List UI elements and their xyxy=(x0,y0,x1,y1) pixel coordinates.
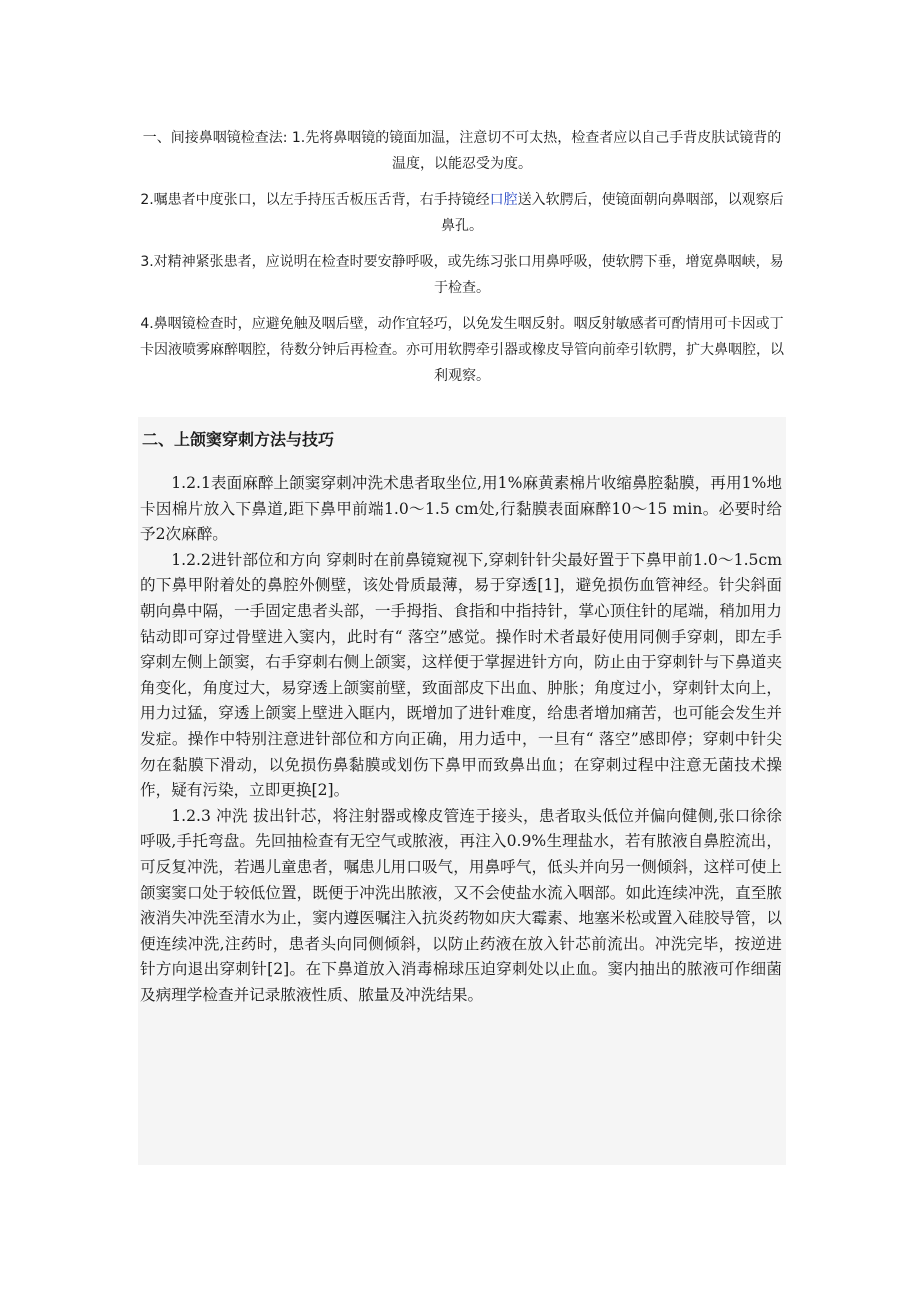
item-2-text-a: 2.嘱患者中度张口，以左手持压舌板压舌背，右手持镜经 xyxy=(140,192,490,208)
section-title: 二、上颌窦穿刺方法与技巧 xyxy=(142,430,335,449)
item-1: 一、间接鼻咽镜检查法: 1.先将鼻咽镜的镜面加温，注意切不可太热，检查者应以自己手背皮肤试镜背的温度，以能忍受为度。 xyxy=(142,130,782,172)
item-2 xyxy=(138,187,786,239)
section-nasopharyngoscopy xyxy=(138,125,786,399)
section-body xyxy=(138,471,786,1008)
item-3: 3.对精神紧张患者，应说明在检查时要安静呼吸，或先练习张口用鼻呼吸，使软腭下垂，增宽鼻咽峡，易于检查。 xyxy=(140,254,784,296)
item-4: 4.鼻咽镜检查时，应避免触及咽后壁，动作宜轻巧，以免发生咽反射。咽反射敏感者可酌情用可卡因或丁卡因液喷雾麻醉咽腔，待数分钟后再检查。亦可用软腭牵引器或橡皮导管向前牵引软腭，扩大鼻咽腔，以利观察。 xyxy=(140,316,784,384)
paragraph-needle-position: 1.2.2进针部位和方向 穿刺时在前鼻镜窥视下,穿刺针针尖最好置于下鼻甲前1.0～1.5cm的下鼻甲附着处的鼻腔外侧壁，该处骨质最薄，易于穿透[1]，避免损伤血管神经。针尖斜面朝向鼻中隔，一手固定患者头部，一手拇指、食指和中指持针，掌心顶住针的尾端，稍加用力钻动即可穿过骨壁进入窦内，此时有“ 落空”感觉。操作时术者最好使用同侧手穿刺，即左手穿刺左侧上颌窦，右手穿刺右侧上颌窦，这样便于掌握进针方向，防止由于穿刺针与下鼻道夹角变化，角度过大，易穿透上颌窦前壁，致面部皮下出血、肿胀；角度过小，穿刺针太向上，用力过猛，穿透上颌窦上壁进入眶内，既增加了进针难度，给患者增加痛苦，也可能会发生并发症。操作中特别注意进针部位和方向正确，用力适中，一旦有“ 落空”感即停；穿刺中针尖勿在黏膜下滑动，以免损伤鼻黏膜或划伤下鼻甲而致鼻出血；在穿刺过程中注意无菌技术操作，疑有污染，立即更换[2]。 xyxy=(140,550,782,800)
paragraph-irrigation: 1.2.3 冲洗 拔出针芯，将注射器或橡皮管连于接头，患者取头低位并偏向健侧,张口徐徐呼吸,手托弯盘。先回抽检查有无空气或脓液，再注入0.9%生理盐水，若有脓液自鼻腔流出，可反复冲洗，若遇儿童患者，嘱患儿用口吸气，用鼻呼气，低头并向另一侧倾斜，这样可使上颌窦窦口处于较低位置，既便于冲洗出脓液，又不会使盐水流入咽部。如此连续冲洗，直至脓液消失冲洗至清水为止，窦内遵医嘱注入抗炎药物如庆大霉素、地塞米松或置入硅胶导管，以便连续冲洗,注药时，患者头向同侧倾斜，以防止药液在放入针芯前流出。冲洗完毕，按逆进针方向退出穿刺针[2]。在下鼻道放入消毒棉球压迫穿刺处以止血。窦内抽出的脓液可作细菌及病理学检查并记录脓液性质、脓量及冲洗结果。 xyxy=(140,806,782,1004)
section-maxillary-sinus-puncture xyxy=(138,417,786,1165)
oral-cavity-link[interactable]: 口腔 xyxy=(489,192,518,208)
paragraph-anesthesia: 1.2.1表面麻醉上颌窦穿刺冲洗术患者取坐位,用1%麻黄素棉片收缩鼻腔黏膜，再用1%地卡因棉片放入下鼻道,距下鼻甲前端1.0～1.5 cm处,行黏膜表面麻醉10～15 min。必要时给予2次麻醉。 xyxy=(140,474,782,544)
item-2-text-b: 送入软腭后，使镜面朝向鼻咽部，以观察后鼻孔。 xyxy=(441,192,784,234)
